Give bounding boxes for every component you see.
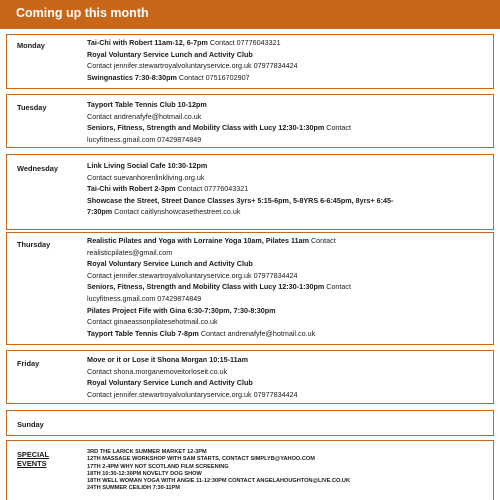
event-line <box>87 235 487 247</box>
special-events-card <box>6 440 494 500</box>
event-line <box>87 281 487 293</box>
event-title: Swingnastics 7:30-8:30pm <box>87 72 177 82</box>
day-events <box>87 37 487 83</box>
event-contact: Contact <box>324 282 352 292</box>
special-event-item: 18TH 10:30-12:30PM NOVELTY DOG SHOW <box>87 470 202 477</box>
event-contact: lucyfitness.gmail.com 07429874849 <box>87 134 202 144</box>
event-line <box>87 389 487 401</box>
day-events <box>87 160 487 218</box>
special-event-item: 3RD THE LARICK SUMMER MARKET 12-3PM <box>87 449 207 455</box>
event-contact: Contact andrenafyfe@hotmail.co.uk <box>87 111 202 121</box>
event-title: Tai-Chi with Robert 2-3pm <box>87 184 176 194</box>
day-card-thursday <box>6 232 494 345</box>
event-line <box>87 49 487 61</box>
event-line <box>87 366 487 378</box>
day-card-friday <box>6 350 494 404</box>
event-contact: Contact 07776043321 <box>175 184 249 194</box>
event-line <box>87 37 487 49</box>
event-line <box>87 328 487 340</box>
event-contact: Contact jennifer.stewartroyalvoluntaryservice.org.uk 07977834424 <box>87 389 298 399</box>
event-line <box>87 122 487 134</box>
header-divider <box>0 26 500 29</box>
day-events <box>87 354 487 400</box>
event-title: Seniors, Fitness, Strength and Mobility Class with Lucy 12:30-1:30pm <box>87 123 325 133</box>
event-title: Realistic Pilates and Yoga with Lorraine Yoga 10am, Pilates 11am <box>87 236 309 245</box>
event-line <box>87 99 487 111</box>
event-line <box>87 206 487 218</box>
day-label: Thursday <box>17 240 51 249</box>
day-events <box>87 235 487 339</box>
page-title: Coming up this month <box>16 6 149 20</box>
special-event-item: 17TH 2-4PM WHY NOT SCOTLAND FILM SCREENING <box>87 463 229 470</box>
event-contact: Contact jennifer.stewartroyalvoluntaryservice.org.uk 07977834424 <box>87 270 298 280</box>
event-line <box>87 258 487 270</box>
day-card-sunday <box>6 410 494 436</box>
event-contact: Contact shona.morganemoveitorloseit.co.uk <box>87 366 228 376</box>
event-title: Showcase the Street, Street Dance Classes 3yrs+ 5:15-6pm, 5-8YRS 6-6:45pm, 8yrs+ 6:45- <box>87 195 394 205</box>
day-card-tuesday <box>6 94 494 148</box>
event-line <box>87 134 487 146</box>
event-contact: Contact 07776043321 <box>207 38 281 47</box>
day-card-wednesday <box>6 154 494 230</box>
event-contact: Contact <box>308 236 336 245</box>
day-label: Wednesday <box>17 164 58 173</box>
event-line <box>87 60 487 72</box>
event-contact: Contact <box>324 123 352 133</box>
event-line <box>87 354 487 366</box>
event-title: Pilates Project Fife with Gina 6:30-7:30pm, 7:30-8:30pm <box>87 305 276 315</box>
event-line <box>87 195 487 207</box>
special-event-item: 24TH SUMMER CEILIDH 7:30-11PM <box>87 485 180 492</box>
event-contact: Contact jennifer.stewartroyalvoluntaryservice.org.uk 07977834424 <box>87 61 298 71</box>
event-title: Royal Voluntary Service Lunch and Activity Club <box>87 378 253 388</box>
event-line <box>87 160 487 172</box>
day-label: Tuesday <box>17 103 47 112</box>
day-label: Sunday <box>17 420 44 429</box>
event-contact: Contact andrenafyfe@hotmail.co.uk <box>198 328 316 338</box>
special-events-list <box>87 449 487 493</box>
event-line <box>87 377 487 389</box>
event-title: Tayport Table Tennis Club 10-12pm <box>87 100 207 109</box>
event-line <box>87 111 487 123</box>
event-line <box>87 305 487 317</box>
event-title: Tayport Table Tennis Club 7-8pm <box>87 328 199 338</box>
event-line <box>87 270 487 282</box>
event-title: Seniors, Fitness, Strength and Mobility Class with Lucy 12:30-1:30pm <box>87 282 325 292</box>
event-line <box>87 172 487 184</box>
day-label: Friday <box>17 359 40 368</box>
event-title: Royal Voluntary Service Lunch and Activity Club <box>87 259 253 269</box>
page-header <box>0 0 500 26</box>
day-events <box>87 99 487 145</box>
event-contact: realisticpilates@gmail.com <box>87 247 173 257</box>
event-title: Move or it or Lose it Shona Morgan 10:15-11am <box>87 355 248 364</box>
event-title: Tai-Chi with Robert 11am-12, 6-7pm <box>87 38 208 47</box>
event-line <box>87 183 487 195</box>
event-contact: Contact suevanhorenlinkliving.org.uk <box>87 172 205 182</box>
event-title: 7:30pm <box>87 207 113 217</box>
special-event-item: 12TH MASSAGE WORKSHOP WITH SAM STARTS, CONTACT SIMPLYB@YAHOO.COM <box>87 456 315 463</box>
special-events-label: SPECIAL EVENTS <box>17 450 50 468</box>
event-line <box>87 247 487 259</box>
event-contact: Contact ginaeassonpilatesehotmail.co.uk <box>87 317 218 327</box>
event-title: Link Living Social Cafe 10:30-12pm <box>87 161 208 170</box>
day-label: Monday <box>17 41 45 50</box>
day-card-monday <box>6 34 494 89</box>
event-title: Royal Voluntary Service Lunch and Activity Club <box>87 49 253 59</box>
event-line <box>87 293 487 305</box>
special-event-item: 18TH WELL WOMAN YOGA WITH ANGIE 11-12:30PM CONTACT ANGELAHOUGHTON@LIVE.CO.UK <box>87 478 350 485</box>
event-contact: Contact 07516702907 <box>176 72 250 82</box>
event-contact: Contact caitlynshowcasethestreet.co.uk <box>112 207 241 217</box>
event-line <box>87 72 487 84</box>
event-contact: lucyfitness.gmail.com 07429874849 <box>87 293 202 303</box>
event-line <box>87 316 487 328</box>
